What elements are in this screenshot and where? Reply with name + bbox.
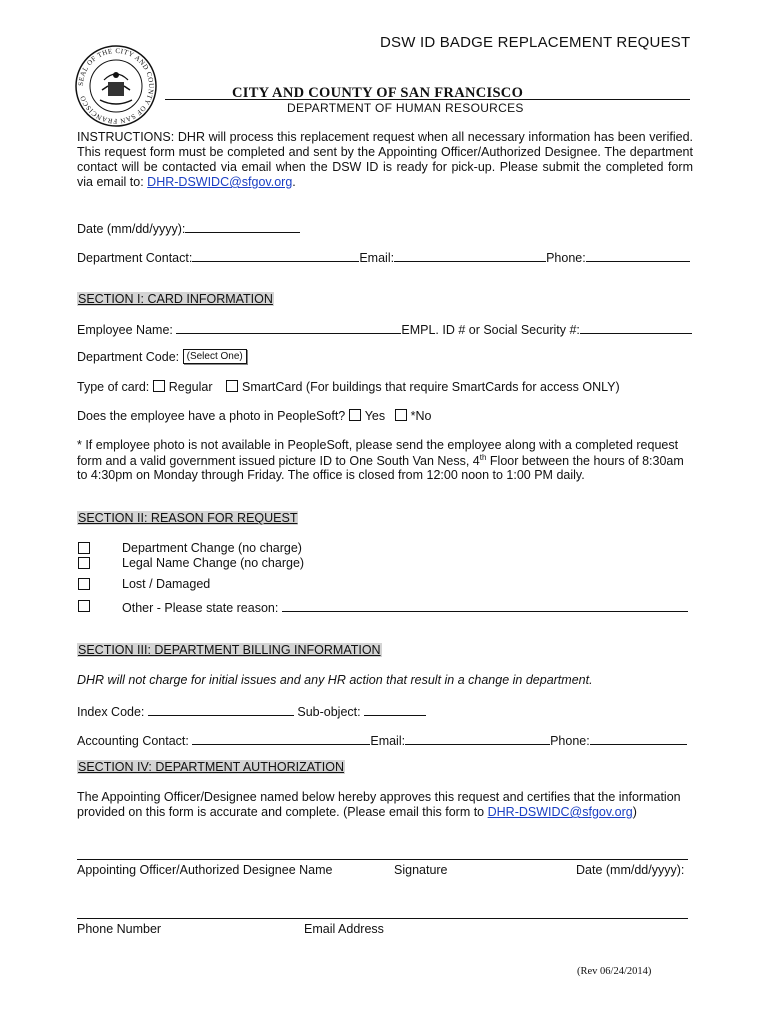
accounting-email-field[interactable] bbox=[405, 732, 550, 745]
reason-other-checkbox[interactable] bbox=[78, 600, 90, 612]
index-code-field[interactable] bbox=[148, 703, 294, 716]
photo-yes-checkbox[interactable] bbox=[349, 409, 361, 421]
sig-signature-label: Signature bbox=[394, 863, 448, 877]
authorization-line2 bbox=[77, 805, 637, 819]
authorization-line2-end: ) bbox=[632, 805, 637, 819]
card-smart-label: SmartCard (For buildings that require SmartCards for access ONLY) bbox=[242, 380, 620, 394]
header-rule bbox=[165, 99, 690, 100]
phone-number-label: Phone Number bbox=[77, 922, 162, 936]
authorization-line1: The Appointing Officer/Designee named below hereby approves this request and certifies that the information bbox=[77, 790, 681, 804]
accounting-phone-field[interactable] bbox=[590, 732, 687, 745]
dept-contact-field[interactable] bbox=[192, 249, 359, 262]
phone-label: Phone: bbox=[546, 251, 586, 265]
reason-dept-change-label: Department Change (no charge) bbox=[122, 541, 302, 555]
dept-code-select[interactable]: (Select One) bbox=[183, 349, 247, 364]
signature-line[interactable] bbox=[77, 859, 688, 860]
card-type-row bbox=[77, 380, 620, 394]
employee-field-row bbox=[77, 321, 692, 337]
authorization-email-link[interactable]: DHR-DSWIDC@sfgov.org bbox=[487, 805, 633, 819]
photo-note-line2b: Floor between the hours of 8:30am bbox=[486, 454, 684, 469]
instructions-end: . bbox=[292, 175, 296, 189]
sub-object-label: Sub-object: bbox=[293, 705, 365, 719]
photo-no-label: *No bbox=[410, 409, 432, 423]
instructions-text: INSTRUCTIONS: DHR will process this replacement request when all necessary information has been verified. This request form must be completed and sent by the Appointing Officer/Authorized Designee. The department contact will be contacted via email when the DSW ID is ready for pick-up. Please submit the completed form via email to: bbox=[77, 130, 693, 189]
section1-heading bbox=[77, 292, 274, 306]
card-type-label: Type of card: bbox=[77, 380, 153, 394]
sub-object-field[interactable] bbox=[364, 703, 426, 716]
section2-heading bbox=[77, 511, 298, 525]
section3-heading bbox=[77, 643, 382, 657]
reason-lost-checkbox[interactable] bbox=[78, 578, 90, 590]
photo-question-row bbox=[77, 409, 431, 423]
accounting-contact-label: Accounting Contact: bbox=[77, 734, 193, 748]
department-name: DEPARTMENT OF HUMAN RESOURCES bbox=[287, 101, 524, 115]
photo-yes-label: Yes bbox=[364, 409, 386, 423]
card-regular-checkbox[interactable] bbox=[153, 380, 165, 392]
index-code-label: Index Code: bbox=[77, 705, 148, 719]
section4-heading bbox=[77, 760, 345, 774]
email-address-label: Email Address bbox=[304, 922, 384, 936]
reason-other-row bbox=[122, 599, 688, 615]
billing-note: DHR will not charge for initial issues and any HR action that result in a change in department. bbox=[77, 673, 593, 687]
instructions-email-link[interactable]: DHR-DSWIDC@sfgov.org bbox=[147, 175, 293, 189]
date-label: Date (mm/dd/yyyy): bbox=[77, 222, 186, 236]
photo-note-line2 bbox=[77, 453, 684, 468]
accounting-phone-label: Phone: bbox=[550, 734, 590, 748]
contact-field-row bbox=[77, 249, 690, 265]
photo-note-line2a: form and a valid government issued picture ID to One South Van Ness, 4 bbox=[77, 454, 480, 469]
accounting-row bbox=[77, 732, 687, 748]
photo-note-sup: th bbox=[479, 453, 487, 462]
dept-code-row bbox=[77, 350, 247, 366]
card-regular-label: Regular bbox=[168, 380, 213, 394]
empl-id-field[interactable] bbox=[580, 321, 692, 334]
reason-other-field[interactable] bbox=[282, 599, 688, 612]
index-code-row bbox=[77, 703, 426, 719]
photo-no-checkbox[interactable] bbox=[395, 409, 407, 421]
empl-id-label: EMPL. ID # or Social Security #: bbox=[401, 323, 580, 337]
photo-question-label: Does the employee have a photo in PeopleSoft? bbox=[77, 409, 349, 423]
photo-note-line1: * If employee photo is not available in PeopleSoft, please send the employee along with a completed request bbox=[77, 438, 679, 452]
email-field[interactable] bbox=[394, 249, 546, 262]
reason-other-label: Other - Please state reason: bbox=[122, 601, 282, 615]
date-field-row bbox=[77, 220, 300, 236]
employee-name-field[interactable] bbox=[176, 321, 401, 334]
sig-date-label: Date (mm/dd/yyyy): bbox=[576, 863, 685, 877]
section1-title: SECTION I: CARD INFORMATION bbox=[78, 292, 273, 306]
contact-line[interactable] bbox=[77, 918, 688, 919]
reason-name-change-checkbox[interactable] bbox=[78, 557, 90, 569]
photo-note-line3: to 4:30pm on Monday through Friday. The office is closed from 12:00 noon to 1:00 PM daily. bbox=[77, 468, 585, 482]
dept-code-label: Department Code: bbox=[77, 350, 183, 364]
city-seal-logo bbox=[74, 44, 158, 128]
date-field[interactable] bbox=[185, 220, 300, 233]
section2-title: SECTION II: REASON FOR REQUEST bbox=[78, 511, 298, 525]
instructions-paragraph bbox=[77, 130, 693, 190]
phone-field[interactable] bbox=[586, 249, 690, 262]
section4-title: SECTION IV: DEPARTMENT AUTHORIZATION bbox=[78, 760, 344, 774]
reason-name-change-label: Legal Name Change (no charge) bbox=[122, 556, 305, 570]
employee-name-label: Employee Name: bbox=[77, 323, 177, 337]
org-name: CITY AND COUNTY OF SAN FRANCISCO bbox=[232, 85, 524, 101]
sig-name-label: Appointing Officer/Authorized Designee Name bbox=[77, 863, 333, 877]
email-label: Email: bbox=[359, 251, 395, 265]
card-smart-checkbox[interactable] bbox=[226, 380, 238, 392]
accounting-contact-field[interactable] bbox=[192, 732, 370, 745]
authorization-line2-text: provided on this form is accurate and complete. (Please email this form to bbox=[77, 805, 488, 819]
reason-lost-label: Lost / Damaged bbox=[122, 577, 211, 591]
revision-label: (Rev 06/24/2014) bbox=[577, 966, 652, 977]
svg-text:SEAL OF THE CITY AND COUNTY OF: SEAL OF THE CITY AND COUNTY OF SAN FRANCISCO bbox=[76, 46, 156, 126]
section3-title: SECTION III: DEPARTMENT BILLING INFORMATION bbox=[78, 643, 381, 657]
dept-contact-label: Department Contact: bbox=[77, 251, 193, 265]
form-title: DSW ID BADGE REPLACEMENT REQUEST bbox=[380, 34, 691, 51]
accounting-email-label: Email: bbox=[370, 734, 406, 748]
reason-dept-change-checkbox[interactable] bbox=[78, 542, 90, 554]
